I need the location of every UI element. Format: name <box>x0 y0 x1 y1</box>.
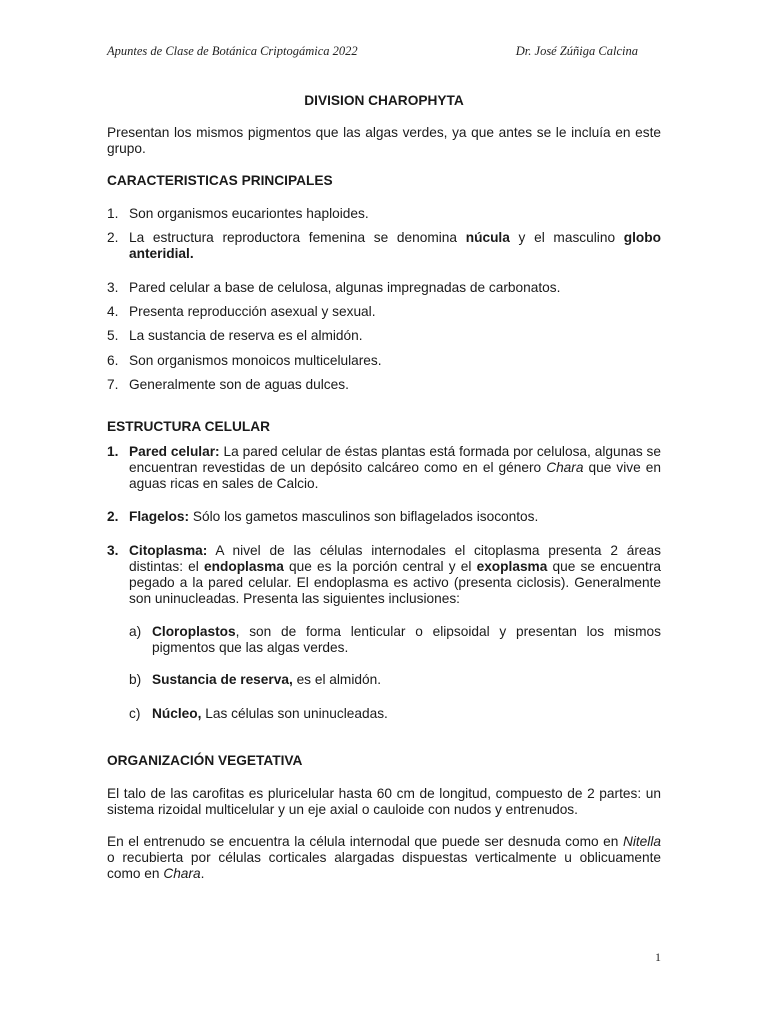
intro-paragraph: Presentan los mismos pigmentos que las algas verdes, ya que antes se le incluía en este grupo. <box>107 125 661 156</box>
list-text: Presenta reproducción asexual y sexual. <box>129 304 376 319</box>
paragraph: El talo de las carofitas es pluricelular hasta 60 cm de longitud, compuesto de 2 partes: un sistema rizoidal multicelular y un eje axial o cauloide con nudos y entrenudos. <box>107 786 661 817</box>
list-item <box>107 328 661 344</box>
list-text: Son organismos eucariontes haploides. <box>129 206 369 221</box>
sub-list-item <box>129 624 661 656</box>
list-item <box>107 230 661 262</box>
list-item <box>107 509 661 525</box>
list-text: Citoplasma: A nivel de las células internodales el citoplasma presenta 2 áreas distintas: el endoplasma que es la porción central y el exoplasma que se encuentra pegado a la pared celular. El endoplasma es activo (presenta ciclosis). Generalmente son uninucleadas. Presenta las siguientes inclusiones: <box>129 543 661 606</box>
list-number: 6. <box>107 353 119 368</box>
sub-list-letter: c) <box>129 706 141 721</box>
list-number: 2. <box>107 230 119 245</box>
list-number: 1. <box>107 206 119 221</box>
sub-list-text: Cloroplastos, son de forma lenticular o elipsoidal y presentan los mismos pigmentos que las algas verdes. <box>152 624 661 655</box>
list-number: 3. <box>107 543 119 558</box>
sub-list-text: Núcleo, Las células son uninucleadas. <box>152 706 388 721</box>
list-item <box>107 280 661 296</box>
heading-organizacion-vegetativa: ORGANIZACIÓN VEGETATIVA <box>107 753 303 768</box>
sub-list-letter: b) <box>129 672 142 687</box>
list-text: Pared celular: La pared celular de éstas plantas está formada por celulosa, algunas se encuentran revestidas de un depósito calcáreo como en el género Chara que vive en aguas ricas en sales de Calcio. <box>129 444 661 491</box>
page-number: 1 <box>655 950 661 964</box>
list-item <box>107 377 661 393</box>
list-text: Generalmente son de aguas dulces. <box>129 377 349 392</box>
list-number: 2. <box>107 509 119 524</box>
list-item <box>107 206 661 222</box>
list-text: La estructura reproductora femenina se denomina núcula y el masculino globo anteridial. <box>129 230 661 261</box>
list-item <box>107 444 661 492</box>
sub-list-item <box>129 672 661 688</box>
list-number: 1. <box>107 444 119 459</box>
list-item <box>107 543 661 607</box>
paragraph: En el entrenudo se encuentra la célula internodal que puede ser desnuda como en Nitella o recubierta por células corticales alargadas dispuestas verticalmente u oblicuamente como en Chara. <box>107 834 661 881</box>
sub-list-item <box>129 706 661 722</box>
list-text: Son organismos monoicos multicelulares. <box>129 353 382 368</box>
sub-list-letter: a) <box>129 624 142 639</box>
list-number: 5. <box>107 328 119 343</box>
list-text: La sustancia de reserva es el almidón. <box>129 328 363 343</box>
running-header-right: Dr. José Zúñiga Calcina <box>515 44 638 58</box>
heading-caracteristicas: CARACTERISTICAS PRINCIPALES <box>107 173 333 188</box>
running-header-left: Apuntes de Clase de Botánica Criptogámica 2022 <box>107 44 358 58</box>
list-text: Flagelos: Sólo los gametos masculinos son biflagelados isocontos. <box>129 509 539 524</box>
document-title: DIVISION CHAROPHYTA <box>304 93 464 108</box>
list-item <box>107 304 661 320</box>
list-number: 3. <box>107 280 119 295</box>
list-number: 7. <box>107 377 119 392</box>
sub-list-text: Sustancia de reserva, es el almidón. <box>152 672 382 687</box>
list-item <box>107 353 661 369</box>
list-text: Pared celular a base de celulosa, algunas impregnadas de carbonatos. <box>129 280 561 295</box>
heading-estructura-celular: ESTRUCTURA CELULAR <box>107 419 270 434</box>
list-number: 4. <box>107 304 119 319</box>
